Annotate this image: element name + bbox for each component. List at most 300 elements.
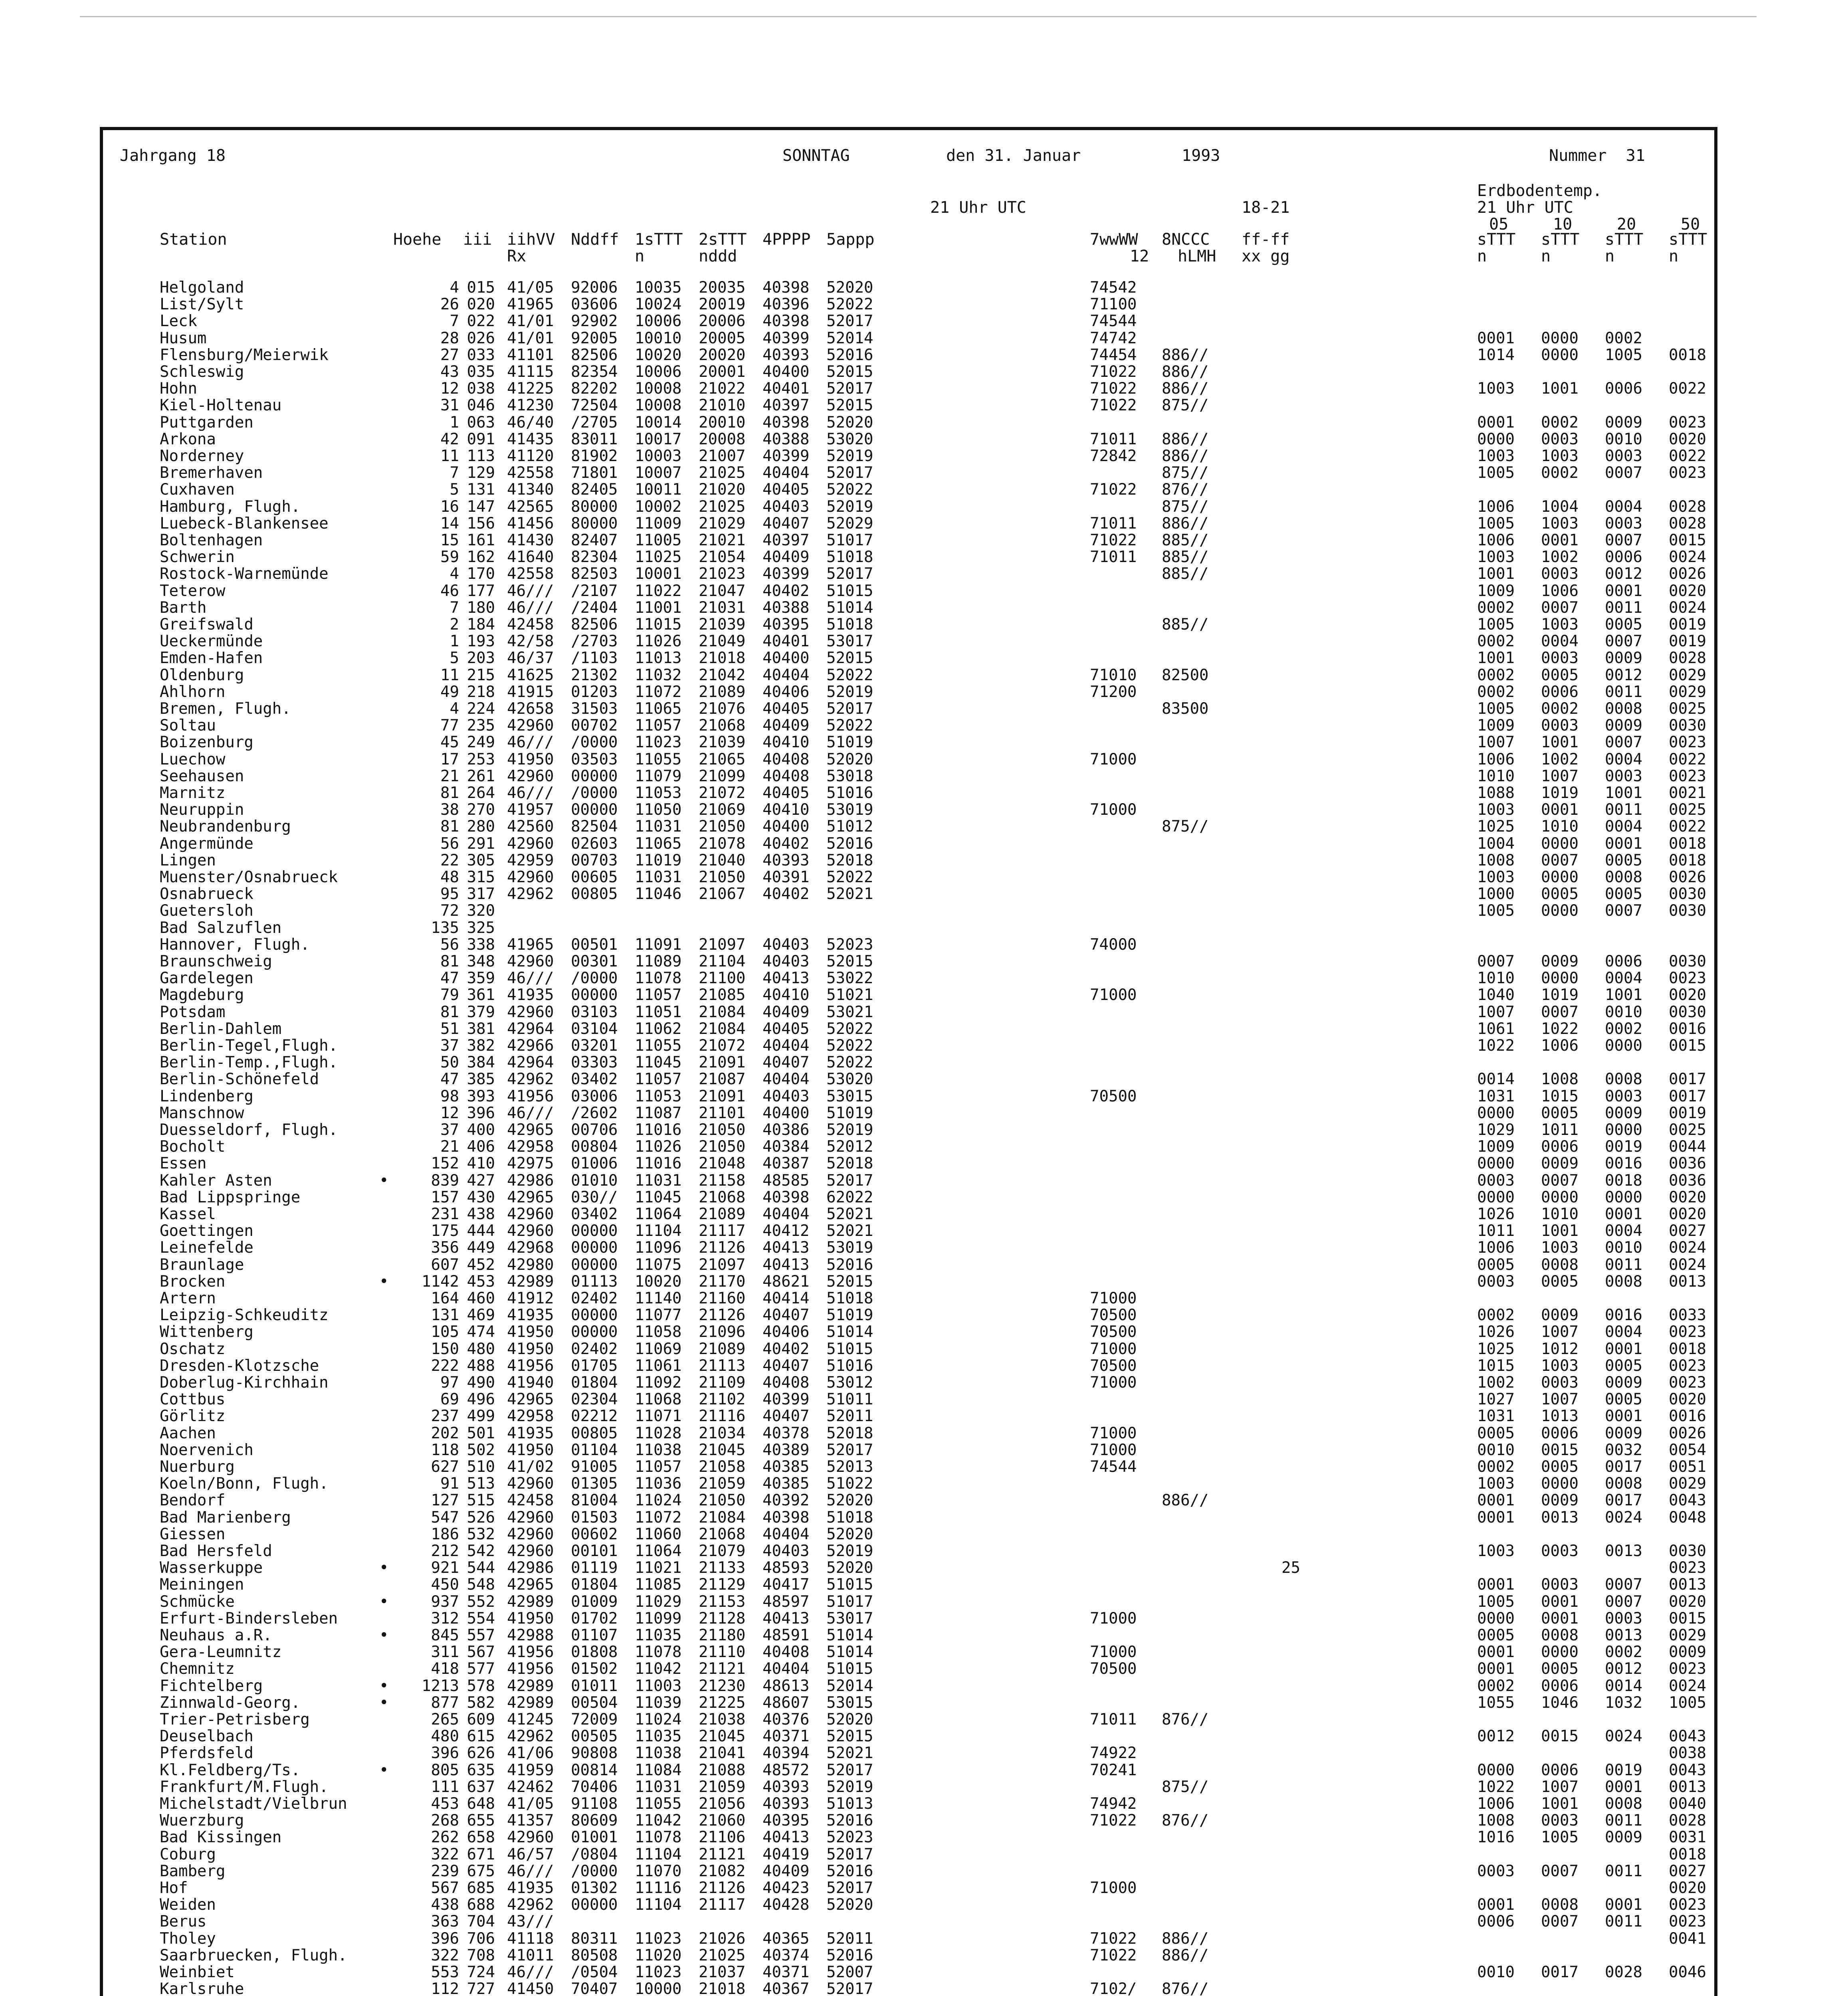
cell-hoehe: 627 [431, 1458, 459, 1476]
cell-a5: 52016 [826, 1946, 873, 1964]
cell-soil-50: 0020 [1669, 1205, 1706, 1223]
cell-soil-20: 0002 [1605, 1020, 1642, 1038]
cell-n8: 886// [1162, 1491, 1209, 1510]
cell-soil-50: 0028 [1669, 1812, 1706, 1830]
cell-soil-20: 0009 [1605, 1828, 1642, 1847]
col-t1-sub: n [635, 247, 645, 265]
cell-soil-05: 0014 [1477, 1070, 1515, 1089]
cell-soil-05: 1011 [1477, 1222, 1515, 1240]
cell-t2: 21059 [699, 1778, 746, 1796]
cell-p4: 40408 [763, 767, 810, 785]
cell-nddff: 01010 [571, 1171, 618, 1190]
cell-t2: 20005 [699, 329, 746, 347]
cell-soil-50: 0040 [1669, 1795, 1706, 1813]
cell-a5: 53020 [826, 1070, 873, 1089]
cell-ww7: 74454 [1090, 346, 1137, 364]
cell-p4: 40398 [763, 279, 810, 297]
cell-t1: 11092 [635, 1374, 682, 1392]
cell-t1: 11053 [635, 784, 682, 802]
table-row [0, 1846, 1848, 1863]
cell-a5: 52019 [826, 1542, 873, 1560]
cell-t2: 20035 [699, 279, 746, 297]
cell-station-name: Artern [160, 1289, 216, 1307]
col-iihvv: iihVV [507, 230, 555, 249]
cell-iii: 499 [467, 1407, 495, 1426]
cell-t2: 21018 [699, 649, 746, 667]
cell-soil-50: 0026 [1669, 868, 1706, 886]
cell-a5: 52017 [826, 380, 873, 398]
cell-nddff: 02304 [571, 1390, 618, 1409]
cell-t1: 11055 [635, 750, 682, 768]
cell-station-name: Gardelegen [160, 969, 254, 988]
issue-number: Nummer 31 [1549, 147, 1645, 165]
cell-t1: 11028 [635, 1424, 682, 1442]
cell-mountain-marker: • [379, 1626, 389, 1644]
cell-soil-10: 0007 [1541, 1913, 1579, 1931]
cell-iihvv: 41956 [507, 1087, 554, 1105]
cell-station-name: Hof [160, 1879, 188, 1897]
cell-soil-50: 0023 [1669, 1323, 1706, 1341]
cell-soil-20: 0007 [1605, 733, 1642, 752]
cell-nddff: 80609 [571, 1812, 618, 1830]
cell-soil-05: 0007 [1477, 952, 1515, 970]
cell-station-name: Cottbus [160, 1390, 226, 1409]
cell-iii: 557 [467, 1626, 495, 1644]
cell-hoehe: 152 [431, 1154, 459, 1173]
table-row [0, 1408, 1848, 1425]
cell-station-name: Weinbiet [160, 1963, 235, 1981]
cell-nddff: 81902 [571, 447, 618, 465]
cell-station-name: Neuruppin [160, 801, 244, 819]
cell-iihvv: 46/// [507, 969, 554, 988]
cell-hoehe: 4 [450, 279, 459, 297]
cell-ww7: 71100 [1090, 295, 1137, 314]
cell-soil-10: 1001 [1541, 1795, 1579, 1813]
table-row [0, 1341, 1848, 1358]
table-row [0, 1071, 1848, 1088]
cell-t2: 21121 [699, 1660, 746, 1678]
table-row [0, 515, 1848, 532]
cell-nddff: 00000 [571, 1239, 618, 1257]
table-row [0, 1290, 1848, 1307]
cell-a5: 52019 [826, 447, 873, 465]
cell-iihvv: 42962 [507, 1727, 554, 1746]
cell-soil-10: 1012 [1541, 1340, 1579, 1358]
cell-a5: 52019 [826, 683, 873, 701]
table-row [0, 330, 1848, 347]
cell-p4: 40399 [763, 565, 810, 583]
cell-iii: 162 [467, 548, 495, 566]
cell-t1: 10006 [635, 363, 682, 381]
cell-ww7: 71022 [1090, 380, 1137, 398]
cell-hoehe: 43 [440, 363, 459, 381]
cell-hoehe: 38 [440, 801, 459, 819]
cell-soil-10: 1002 [1541, 750, 1579, 768]
cell-p4: 40408 [763, 1374, 810, 1392]
cell-station-name: Zinnwald-Georg. [160, 1693, 301, 1712]
table-row [0, 802, 1848, 818]
cell-nddff: 31503 [571, 700, 618, 718]
col-iihvv-sub: Rx [507, 247, 527, 265]
table-row [0, 1728, 1848, 1745]
cell-a5: 52020 [826, 1491, 873, 1510]
cell-soil-10: 0009 [1541, 1491, 1579, 1510]
cell-iihvv: 41435 [507, 430, 554, 448]
cell-nddff: /0000 [571, 1862, 618, 1880]
cell-t2: 21084 [699, 1003, 746, 1021]
cell-nddff: 03606 [571, 295, 618, 314]
cell-a5: 52019 [826, 1778, 873, 1796]
cell-t2: 21180 [699, 1626, 746, 1644]
cell-t2: 21133 [699, 1559, 746, 1577]
cell-a5: 51015 [826, 582, 873, 600]
cell-a5: 53022 [826, 969, 873, 988]
cell-p4: 40385 [763, 1458, 810, 1476]
cell-iihvv: 42965 [507, 1390, 554, 1409]
cell-soil-10: 1006 [1541, 582, 1579, 600]
cell-soil-05: 0000 [1477, 1609, 1515, 1628]
cell-station-name: Puttgarden [160, 413, 254, 432]
cell-p4: 40399 [763, 329, 810, 347]
cell-iihvv: 42558 [507, 464, 554, 482]
table-row [0, 785, 1848, 802]
cell-a5: 53019 [826, 801, 873, 819]
cell-a5: 52016 [826, 1812, 873, 1830]
cell-station-name: Teterow [160, 582, 226, 600]
cell-iii: 637 [467, 1778, 495, 1796]
cell-p4: 40398 [763, 1508, 810, 1527]
cell-nddff: 92006 [571, 279, 618, 297]
cell-t1: 11013 [635, 649, 682, 667]
cell-soil-10: 0015 [1541, 1727, 1579, 1746]
col-iii: iii [463, 230, 492, 249]
cell-iii: 410 [467, 1154, 495, 1173]
cell-iihvv: 42959 [507, 851, 554, 869]
cell-soil-50: 0013 [1669, 1778, 1706, 1796]
cell-soil-20: 0001 [1605, 1778, 1642, 1796]
cell-t2: 20010 [699, 413, 746, 432]
cell-station-name: Kiel-Holtenau [160, 396, 282, 415]
cell-a5: 51014 [826, 598, 873, 617]
cell-soil-50: 0025 [1669, 801, 1706, 819]
cell-soil-10: 1007 [1541, 1778, 1579, 1796]
cell-nddff: /0000 [571, 733, 618, 752]
cell-hoehe: 937 [431, 1592, 459, 1611]
cell-station-name: Angermünde [160, 834, 254, 853]
cell-soil-20: 0014 [1605, 1677, 1642, 1695]
table-row [0, 566, 1848, 582]
cell-nddff: 82405 [571, 481, 618, 499]
cell-soil-10: 1015 [1541, 1087, 1579, 1105]
cell-ww7: 71022 [1090, 396, 1137, 415]
cell-station-name: Goettingen [160, 1222, 254, 1240]
cell-t2: 21117 [699, 1896, 746, 1914]
cell-nddff: 00805 [571, 1424, 618, 1442]
cell-iihvv: 41456 [507, 514, 554, 533]
cell-n8: 875// [1162, 497, 1209, 516]
cell-station-name: Bamberg [160, 1862, 226, 1880]
col-t1: 1sTTT [635, 230, 683, 249]
cell-soil-10: 1003 [1541, 1239, 1579, 1257]
cell-soil-50: 0019 [1669, 616, 1706, 634]
cell-a5: 51019 [826, 1306, 873, 1325]
table-row [0, 734, 1848, 751]
cell-hoehe: 12 [440, 380, 459, 398]
cell-soil-05: 1002 [1477, 1374, 1515, 1392]
cell-p4: 40384 [763, 1138, 810, 1156]
cell-hoehe: 45 [440, 733, 459, 752]
cell-hoehe: 97 [440, 1374, 459, 1392]
cell-t2: 21160 [699, 1289, 746, 1307]
cell-soil-20: 0004 [1605, 1323, 1642, 1341]
cell-soil-20: 1001 [1605, 784, 1642, 802]
cell-t1: 11053 [635, 1087, 682, 1105]
cell-station-name: Chemnitz [160, 1660, 235, 1678]
cell-nddff: 01804 [571, 1576, 618, 1594]
cell-nddff: 01302 [571, 1879, 618, 1897]
cell-nddff: /0000 [571, 969, 618, 988]
table-row [0, 1779, 1848, 1796]
cell-iihvv: 46/// [507, 582, 554, 600]
cell-iii: 474 [467, 1323, 495, 1341]
cell-a5: 52023 [826, 935, 873, 954]
cell-soil-50: 0009 [1669, 1643, 1706, 1661]
cell-soil-10: 0003 [1541, 1542, 1579, 1560]
cell-station-name: Luebeck-Blankensee [160, 514, 329, 533]
cell-soil-10: 0000 [1541, 346, 1579, 364]
table-row [0, 1880, 1848, 1897]
cell-a5: 52022 [826, 295, 873, 314]
cell-a5: 52017 [826, 312, 873, 331]
cell-soil-05: 1003 [1477, 380, 1515, 398]
cell-nddff: 82504 [571, 818, 618, 836]
cell-a5: 52020 [826, 1525, 873, 1543]
cell-iii: 325 [467, 919, 495, 937]
cell-p4: 40408 [763, 750, 810, 768]
cell-soil-05: 1003 [1477, 868, 1515, 886]
cell-mountain-marker: • [379, 1272, 389, 1291]
cell-soil-50: 0041 [1669, 1929, 1706, 1948]
cell-p4: 40387 [763, 1154, 810, 1173]
cell-iihvv: 46/// [507, 598, 554, 617]
cell-soil-20: 1032 [1605, 1693, 1642, 1712]
cell-ww7: 74000 [1090, 935, 1137, 954]
cell-soil-20: 0006 [1605, 548, 1642, 566]
col-t2: 2sTTT [699, 230, 747, 249]
cell-soil-10: 0003 [1541, 717, 1579, 735]
cell-soil-10: 1022 [1541, 1020, 1579, 1038]
cell-t2: 21091 [699, 1053, 746, 1072]
table-row [0, 937, 1848, 953]
cell-p4: 40385 [763, 1475, 810, 1493]
cell-ww7: 71000 [1090, 1643, 1137, 1661]
cell-station-name: Ahlhorn [160, 683, 226, 701]
cell-soil-05: 1009 [1477, 1138, 1515, 1156]
table-row [0, 717, 1848, 734]
cell-a5: 52022 [826, 868, 873, 886]
cell-t1: 11096 [635, 1239, 682, 1257]
cell-iii: 385 [467, 1070, 495, 1089]
cell-hoehe: 805 [431, 1761, 459, 1779]
cell-iihvv: 46/// [507, 1963, 554, 1981]
cell-soil-10: 1005 [1541, 1828, 1579, 1847]
cell-iii: 480 [467, 1340, 495, 1358]
cell-t1: 11001 [635, 598, 682, 617]
cell-soil-50: 0026 [1669, 1424, 1706, 1442]
cell-t1: 10020 [635, 346, 682, 364]
cell-t1: 11032 [635, 666, 682, 684]
cell-nddff: 00706 [571, 1121, 618, 1139]
table-row [0, 768, 1848, 785]
cell-t2: 21025 [699, 497, 746, 516]
cell-hoehe: 877 [431, 1693, 459, 1712]
cell-soil-20: 0006 [1605, 380, 1642, 398]
cell-nddff: 00000 [571, 1222, 618, 1240]
cell-iihvv: 41011 [507, 1946, 554, 1964]
cell-a5: 52015 [826, 396, 873, 415]
table-row [0, 903, 1848, 919]
cell-n8: 876// [1162, 1711, 1209, 1729]
cell-station-name: Ueckermünde [160, 632, 263, 651]
cell-iii: 348 [467, 952, 495, 970]
cell-ww7: 72842 [1090, 447, 1137, 465]
table-row [0, 414, 1848, 431]
table-row [0, 987, 1848, 1004]
cell-p4: 48621 [763, 1272, 810, 1291]
cell-station-name: Erfurt-Bindersleben [160, 1609, 338, 1628]
cell-station-name: Hannover, Flugh. [160, 935, 310, 954]
cell-t2: 20001 [699, 363, 746, 381]
cell-soil-10: 0001 [1541, 1592, 1579, 1611]
cell-iii: 261 [467, 767, 495, 785]
cell-soil-50: 0023 [1669, 1896, 1706, 1914]
cell-t2: 21021 [699, 531, 746, 549]
table-row [0, 1273, 1848, 1290]
cell-station-name: Trier-Petrisberg [160, 1711, 310, 1729]
cell-soil-05: 1006 [1477, 1239, 1515, 1257]
cell-soil-05: 1009 [1477, 717, 1515, 735]
cell-soil-05: 1003 [1477, 1475, 1515, 1493]
cell-soil-20: 0006 [1605, 952, 1642, 970]
cell-nddff: 01104 [571, 1441, 618, 1459]
cell-a5: 51015 [826, 1340, 873, 1358]
cell-soil-05: 1005 [1477, 464, 1515, 482]
table-row [0, 465, 1848, 481]
cell-iii: 170 [467, 565, 495, 583]
cell-hoehe: 47 [440, 969, 459, 988]
cell-t1: 10010 [635, 329, 682, 347]
cell-t2: 21065 [699, 750, 746, 768]
cell-p4: 40402 [763, 885, 810, 903]
cell-iihvv: 42986 [507, 1171, 554, 1190]
col-ff-sub: xx gg [1242, 247, 1290, 265]
cell-a5: 52021 [826, 1222, 873, 1240]
cell-hoehe: 31 [440, 396, 459, 415]
cell-nddff: 01107 [571, 1626, 618, 1644]
cell-a5: 52016 [826, 834, 873, 853]
cell-t2: 21045 [699, 1727, 746, 1746]
table-row [0, 1122, 1848, 1139]
cell-nddff: 00000 [571, 1306, 618, 1325]
cell-soil-05: 1026 [1477, 1205, 1515, 1223]
cell-t2: 21007 [699, 447, 746, 465]
cell-a5: 51017 [826, 531, 873, 549]
cell-p4: 40410 [763, 733, 810, 752]
cell-station-name: Guetersloh [160, 902, 254, 920]
cell-p4: 40398 [763, 413, 810, 432]
table-row [0, 549, 1848, 566]
cell-p4: 40398 [763, 312, 810, 331]
table-row [0, 836, 1848, 852]
cell-hoehe: 438 [431, 1896, 459, 1914]
cell-soil-50: 0021 [1669, 784, 1706, 802]
cell-iii: 542 [467, 1542, 495, 1560]
cell-soil-10: 0005 [1541, 1458, 1579, 1476]
cell-t1: 11055 [635, 1037, 682, 1055]
cell-soil-10: 1007 [1541, 767, 1579, 785]
cell-t1: 10035 [635, 279, 682, 297]
cell-hoehe: 21 [440, 1138, 459, 1156]
cell-station-name: Luechow [160, 750, 226, 768]
cell-ww7: 74544 [1090, 312, 1137, 331]
cell-t1: 11068 [635, 1390, 682, 1409]
cell-t1: 11046 [635, 885, 682, 903]
cell-soil-20: 0016 [1605, 1306, 1642, 1325]
cell-station-name: Berus [160, 1913, 207, 1931]
cell-soil-50: 0036 [1669, 1154, 1706, 1173]
cell-p4: 40407 [763, 1407, 810, 1426]
cell-hoehe: 42 [440, 430, 459, 448]
table-row [0, 1358, 1848, 1374]
table-row [0, 1391, 1848, 1408]
cell-a5: 52015 [826, 1272, 873, 1291]
cell-a5: 52020 [826, 750, 873, 768]
cell-ww7: 71022 [1090, 1946, 1137, 1964]
cell-station-name: Michelstadt/Vielbrun [160, 1795, 347, 1813]
cell-iii: 113 [467, 447, 495, 465]
cell-a5: 52020 [826, 413, 873, 432]
table-row [0, 1459, 1848, 1475]
cell-t2: 21084 [699, 1508, 746, 1527]
cell-iihvv: 41225 [507, 380, 554, 398]
cell-ww7: 70500 [1090, 1306, 1137, 1325]
table-row [0, 1627, 1848, 1644]
cell-soil-05: 1010 [1477, 969, 1515, 988]
cell-hoehe: 567 [431, 1879, 459, 1897]
year-label: 1993 [1182, 147, 1220, 165]
cell-station-name: Dresden-Klotzsche [160, 1356, 319, 1375]
cell-hoehe: 26 [440, 295, 459, 314]
cell-station-name: Braunschweig [160, 952, 272, 970]
cell-hoehe: 607 [431, 1255, 459, 1274]
cell-station-name: Koeln/Bonn, Flugh. [160, 1475, 329, 1493]
cell-soil-20: 0004 [1605, 750, 1642, 768]
table-row [0, 1374, 1848, 1391]
cell-soil-10: 0005 [1541, 1104, 1579, 1122]
cell-hoehe: 112 [431, 1980, 459, 1996]
cell-soil-50: 0030 [1669, 717, 1706, 735]
cell-nddff: 00814 [571, 1761, 618, 1779]
cell-n8: 886// [1162, 346, 1209, 364]
cell-t2: 21038 [699, 1711, 746, 1729]
cell-hoehe: 111 [431, 1778, 459, 1796]
cell-p4: 40417 [763, 1576, 810, 1594]
cell-n8: 875// [1162, 818, 1209, 836]
cell-iihvv: 46/// [507, 1104, 554, 1122]
cell-iihvv: 42960 [507, 1542, 554, 1560]
cell-iihvv: 42962 [507, 885, 554, 903]
cell-hoehe: 37 [440, 1121, 459, 1139]
